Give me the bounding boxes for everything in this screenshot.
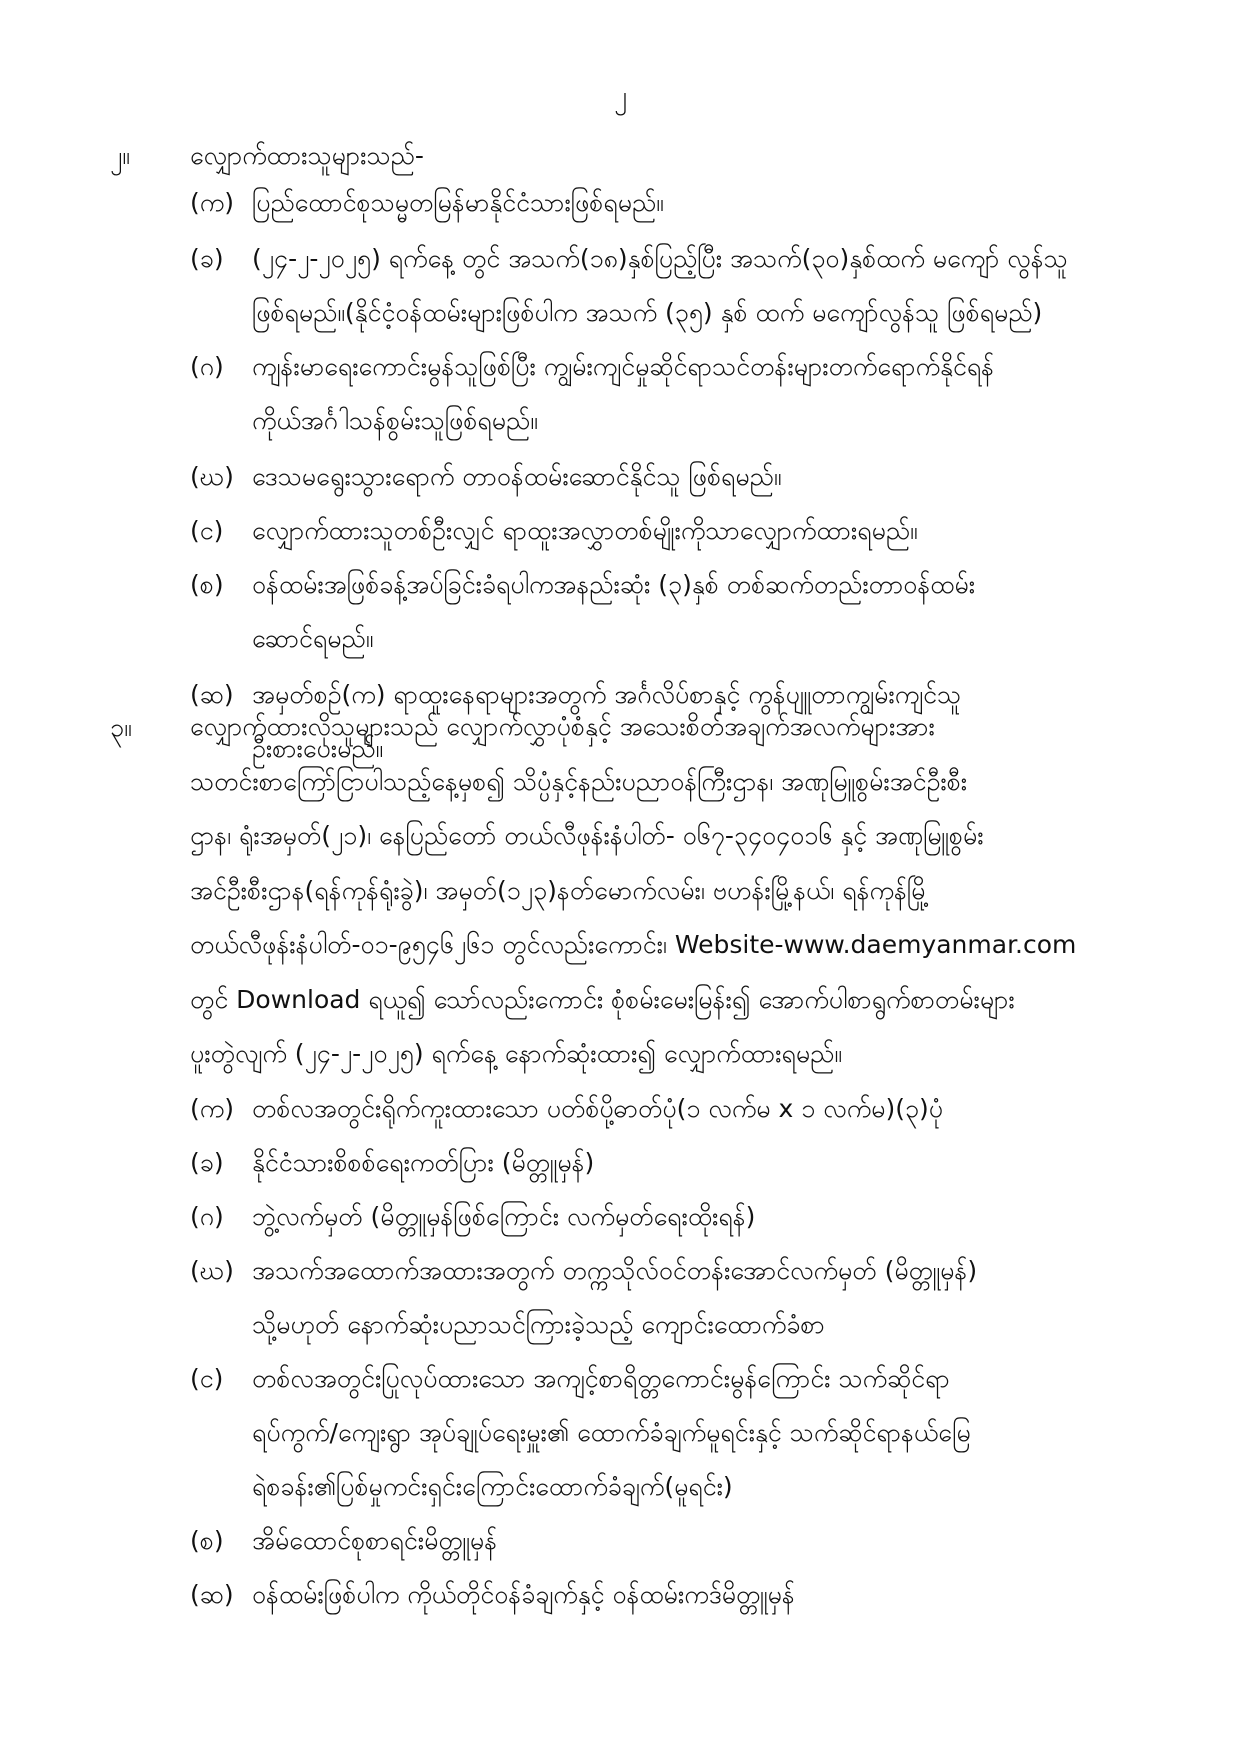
item-text <box>252 504 1132 558</box>
item-line: ကိုယ်အင်္ဂါသန်စွမ်းသူဖြစ်ရမည်။ <box>252 406 538 435</box>
item-line: ရပ်ကွက်/ကျေးရွာ အုပ်ချုပ်ရေးမှူး၏ ထောက်ခံချက်မူရင်းနှင့် သက်ဆိုင်ရာနယ်မြေ <box>252 1418 971 1447</box>
item-letter: (ဃ) <box>190 1256 234 1285</box>
item-text <box>252 1352 1132 1514</box>
item-line: နိုင်ငံသားစိစစ်ရေးကတ်ပြား (မိတ္တူမှန်) <box>252 1148 595 1177</box>
item-line: ကျန်းမာရေးကောင်းမွန်သူဖြစ်ပြီး ကျွမ်းကျင်မှုဆိုင်ရာသင်တန်းများတက်ရောက်နိုင်ရန် <box>252 352 995 381</box>
item-line: လျှောက်ထားသူတစ်ဦးလျှင် ရာထူးအလွှာတစ်မျိုးကိုသာလျှောက်ထားရမည်။ <box>252 516 918 545</box>
item-line: အမှတ်စဉ်(က) ရာထူးနေရာများအတွက် အင်္ဂလိပ်စာနှင့် ကွန်ပျူတာကျွမ်းကျင်သူ <box>252 680 962 709</box>
item-line: အိမ်ထောင်စုစာရင်းမိတ္တူမှန် <box>252 1526 498 1555</box>
item-line: ရဲစခန်း၏ပြစ်မှုကင်းရှင်းကြောင်းထောက်ခံချက်(မူရင်း) <box>252 1472 733 1501</box>
section-number: ၂။ <box>110 141 130 170</box>
item-line: ဘွဲ့လက်မှတ် (မိတ္တူမှန်ဖြစ်ကြောင်း လက်မှတ်ရေးထိုးရန်) <box>252 1202 756 1231</box>
paragraph-line: အင်ဦးစီးဌာန(ရန်ကုန်ရုံးခွဲ)၊ အမှတ်(၁၂၃)နတ်မောက်လမ်း၊ ဗဟန်းမြို့နယ်၊ ရန်ကုန်မြို့ <box>190 875 930 905</box>
item-text <box>252 340 1132 448</box>
item-letter: (ဂ) <box>190 352 224 381</box>
item-letter: (က) <box>190 1094 234 1123</box>
item-letter: (စ) <box>190 1526 224 1555</box>
item-letter: (ဆ) <box>190 1580 234 1609</box>
page-number: ၂ <box>614 81 627 111</box>
item-letter: (စ) <box>190 570 224 599</box>
item-line: ဝန်ထမ်းဖြစ်ပါက ကိုယ်တိုင်ဝန်ခံချက်နှင့် ဝန်ထမ်းကဒ်မိတ္တူမှန် <box>252 1580 795 1609</box>
item-text <box>252 1136 1132 1190</box>
item-line: သို့မဟုတ် နောက်ဆုံးပညာသင်ကြားခဲ့သည့် ကျောင်းထောက်ခံစာ <box>252 1310 825 1339</box>
item-letter: (င) <box>190 516 224 545</box>
item-text <box>252 558 1132 666</box>
item-letter: (ဂ) <box>190 1202 224 1231</box>
item-line: (၂၄-၂-၂၀၂၅) ရက်နေ့ တွင် အသက်(၁၈)နှစ်ပြည့်ပြီး အသက်(၃၀)နှစ်ထက် မကျော် လွန်သူ <box>252 244 1068 273</box>
item-text <box>252 1190 1132 1244</box>
item-letter: (က) <box>190 188 234 217</box>
section-number: ၃။ <box>110 713 132 742</box>
item-text <box>252 450 1132 504</box>
paragraph-line: သတင်းစာကြော်ငြာပါသည့်နေ့မှစ၍ သိပ္ပံနှင့်နည်းပညာဝန်ကြီးဌာန၊ အဏုမြူစွမ်းအင်ဦးစီး <box>190 766 968 796</box>
item-letter: (ခ) <box>190 1148 224 1177</box>
item-letter: (ခ) <box>190 244 224 273</box>
item-line: တစ်လအတွင်းပြုလုပ်ထားသော အကျင့်စာရိတ္တကောင်းမွန်ကြောင်း သက်ဆိုင်ရာ <box>252 1364 950 1393</box>
item-text <box>252 176 1132 230</box>
item-line: ဒေသမရွေးသွားရောက် တာဝန်ထမ်းဆောင်နိုင်သူ ဖြစ်ရမည်။ <box>252 462 782 491</box>
section-heading: လျှောက်ထားသူများသည်- <box>190 141 424 170</box>
section-paragraph <box>190 700 1132 1082</box>
item-line: ဦးစားပေးမည်။ <box>252 734 384 763</box>
item-text <box>252 1244 1132 1352</box>
paragraph-line: လျှောက်ထားလိုသူများသည် လျှောက်လွှာပုံစံနှင့် အသေးစိတ်အချက်အလက်များအား <box>190 712 935 741</box>
item-letter: (ဆ) <box>190 680 234 709</box>
item-text <box>252 1082 1132 1136</box>
item-text <box>252 1568 1132 1622</box>
item-line: ဆောင်ရမည်။ <box>252 624 374 653</box>
paragraph-line: တယ်လီဖုန်းနံပါတ်-၀၁-၉၅၄၆၂၆၁ တွင်လည်းကောင်း၊ Website-www.daemyanmar.com <box>190 930 1077 959</box>
paragraph-line: ပူးတွဲလျက် (၂၄-၂-၂၀၂၅) ရက်နေ့ နောက်ဆုံးထား၍ လျှောက်ထားရမည်။ <box>190 1039 842 1068</box>
item-line: အသက်အထောက်အထားအတွက် တက္ကသိုလ်ဝင်တန်းအောင်လက်မှတ် (မိတ္တူမှန်) <box>252 1256 978 1285</box>
paragraph-line: ဌာန၊ ရုံးအမှတ်(၂၁)၊ နေပြည်တော် တယ်လီဖုန်းနံပါတ်- ၀၆၇-၃၄၀၄၀၁၆ နှင့် အဏုမြူစွမ်း <box>190 821 984 850</box>
item-text <box>252 232 1132 340</box>
item-letter: (ဃ) <box>190 462 234 491</box>
paragraph-line: တွင် Download ရယူ၍ သော်လည်းကောင်း စုံစမ်းမေးမြန်း၍ အောက်ပါစာရွက်စာတမ်းများ <box>190 984 1015 1014</box>
item-line: ဖြစ်ရမည်။(နိုင်ငံ့ဝန်ထမ်းများဖြစ်ပါက အသက် (၃၅) နှစ် ထက် မကျော်လွန်သူ ဖြစ်ရမည်) <box>252 298 1043 327</box>
item-line: ဝန်ထမ်းအဖြစ်ခန့်အပ်ခြင်းခံရပါကအနည်းဆုံး (၃)နှစ် တစ်ဆက်တည်းတာဝန်ထမ်း <box>252 570 976 599</box>
item-line: ပြည်ထောင်စုသမ္မတမြန်မာနိုင်ငံသားဖြစ်ရမည်။ <box>252 188 664 217</box>
item-letter: (င) <box>190 1364 224 1393</box>
item-text <box>252 1514 1132 1568</box>
item-line: တစ်လအတွင်းရိုက်ကူးထားသော ပတ်စ်ပို့ဓာတ်ပုံ(၁ လက်မ x ၁ လက်မ)(၃)ပုံ <box>252 1094 944 1123</box>
